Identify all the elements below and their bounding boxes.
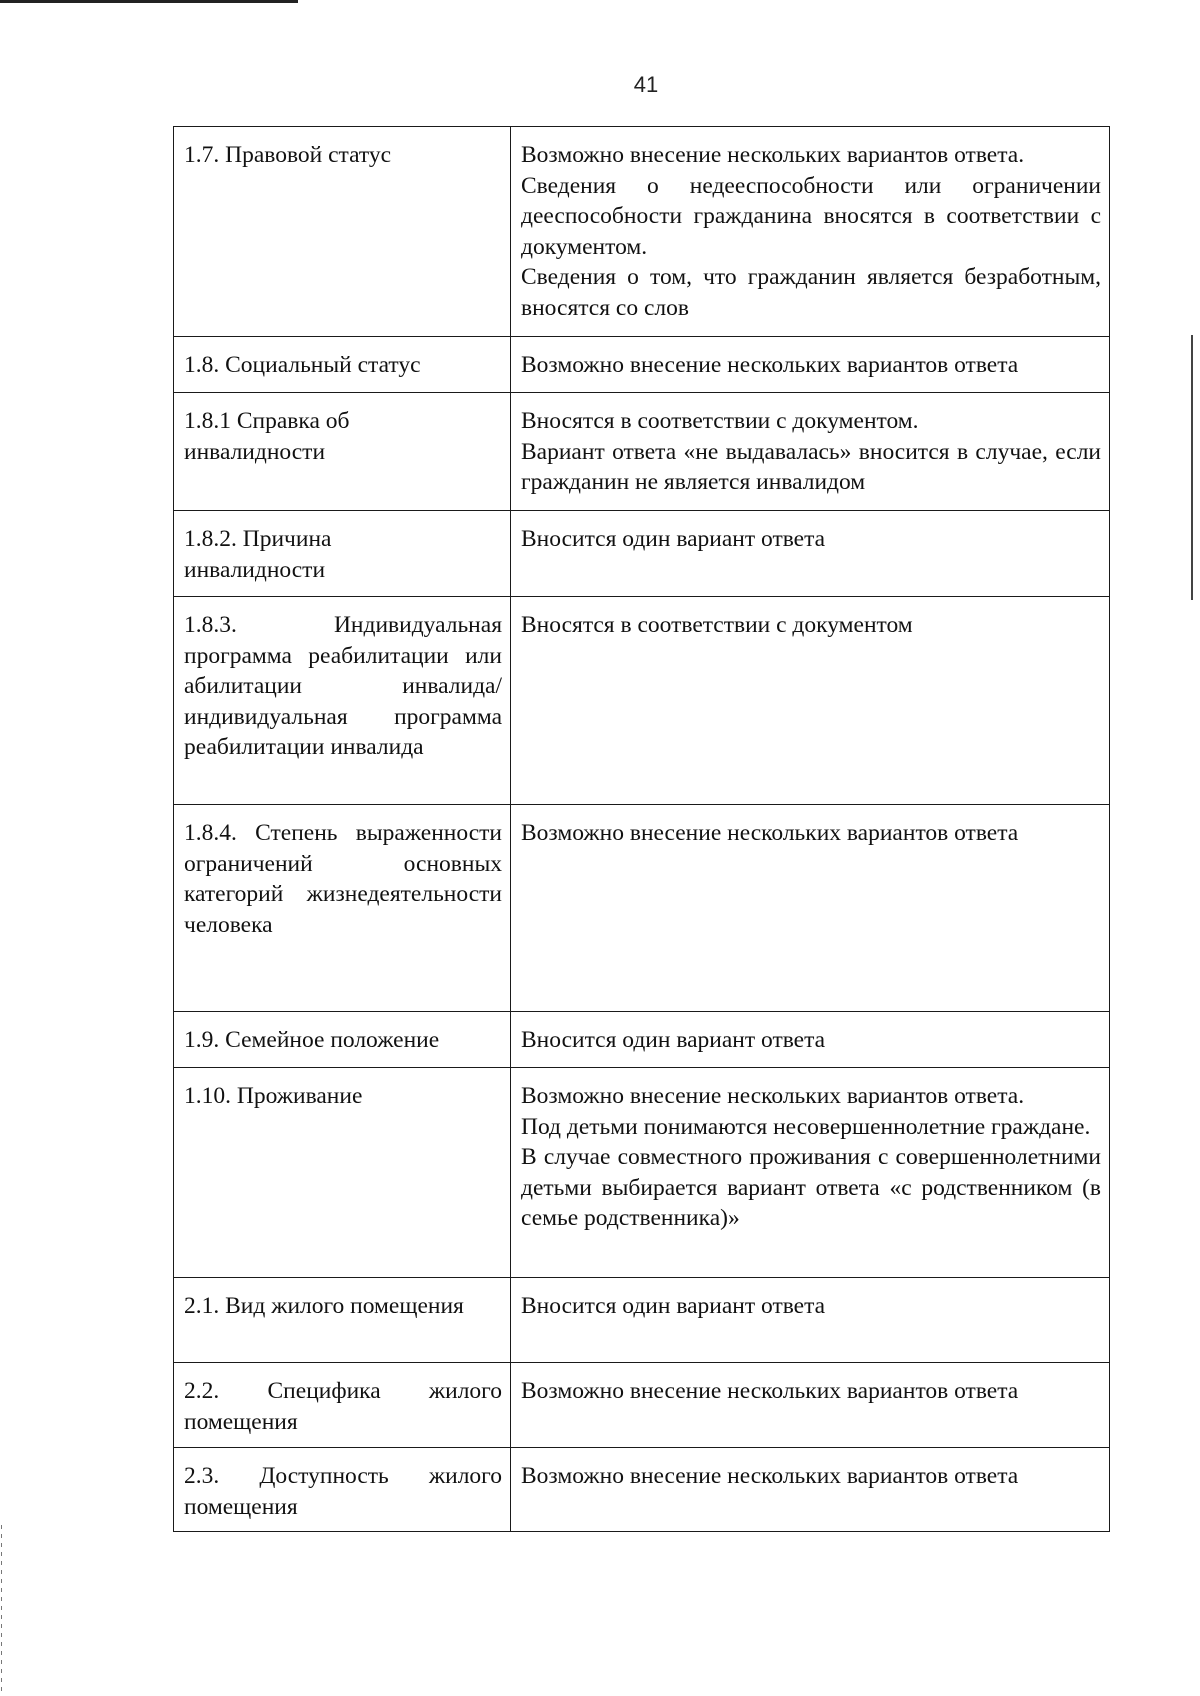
field-name-cell: 2.2. Специфика жилого помещения (174, 1363, 511, 1448)
field-name-cell: 2.3. Доступность жилого помещения (174, 1448, 511, 1532)
field-name-cell: 1.7. Правовой статус (174, 127, 511, 337)
instructions-table (173, 126, 1110, 1532)
field-name-cell: 1.8.3. Индивидуальная программа реабилитации или абилитации инвалида/ индивидуальная программа реабилитации инвалида (174, 597, 511, 805)
top-rule (0, 0, 298, 3)
instruction-paragraph: Вариант ответа «не выдавалась» вносится в случае, если гражданин не является инвалидом (521, 438, 1101, 495)
instruction-cell (511, 1363, 1110, 1448)
table-row (174, 1278, 1110, 1363)
page-number: 41 (633, 72, 659, 97)
scan-edge-ticks (1, 1525, 2, 1696)
instruction-paragraph: Возможно внесение нескольких вариантов ответа. (521, 142, 1025, 168)
instruction-cell (511, 127, 1110, 337)
instruction-paragraph: Сведения о том, что гражданин является безработным, вносятся со слов (521, 264, 1101, 321)
table-row (174, 1012, 1110, 1068)
field-name-cell (174, 511, 511, 597)
table-row (174, 127, 1110, 337)
table-row (174, 805, 1110, 1012)
instruction-paragraph: Вносится один вариант ответа (521, 1027, 826, 1053)
instruction-paragraph: Возможно внесение нескольких вариантов ответа (521, 1463, 1019, 1489)
table-row (174, 1448, 1110, 1532)
field-name-cell (174, 393, 511, 511)
instruction-paragraph: В случае совместного проживания с совершеннолетними детьми выбирается вариант ответа «с родственником (в семье родственника)» (521, 1144, 1101, 1231)
instruction-cell (511, 805, 1110, 1012)
instruction-cell (511, 1278, 1110, 1363)
instruction-paragraph: Вносится один вариант ответа (521, 1293, 826, 1319)
table-row (174, 393, 1110, 511)
table-row (174, 337, 1110, 393)
instruction-cell (511, 393, 1110, 511)
field-name-cell: 1.9. Семейное положение (174, 1012, 511, 1068)
instruction-cell (511, 511, 1110, 597)
scan-margin-mark (1191, 335, 1193, 600)
field-name-cell: 1.10. Проживание (174, 1068, 511, 1278)
table-row (174, 511, 1110, 597)
instruction-cell (511, 1448, 1110, 1532)
instruction-paragraph: Под детьми понимаются несовершеннолетние граждане. (521, 1113, 1091, 1140)
instruction-cell (511, 1012, 1110, 1068)
instruction-paragraph: Возможно внесение нескольких вариантов ответа (521, 352, 1019, 378)
field-name-text: 1.8.2. Причина инвалидности (184, 526, 332, 583)
instruction-cell (511, 597, 1110, 805)
field-name-cell: 2.1. Вид жилого помещения (174, 1278, 511, 1363)
instruction-paragraph: Сведения о недееспособности или ограничении дееспособности гражданина вносятся в соответствии с документом. (521, 172, 1101, 260)
table-row (174, 1068, 1110, 1278)
table-row (174, 1363, 1110, 1448)
instruction-paragraph: Вносятся в соответствии с документом. (521, 408, 919, 434)
instruction-paragraph: Возможно внесение нескольких вариантов ответа (521, 820, 1019, 846)
instruction-paragraph: Возможно внесение нескольких вариантов ответа (521, 1378, 1019, 1404)
instruction-paragraph: Вносится один вариант ответа (521, 526, 826, 552)
instruction-paragraph: Вносятся в соответствии с документом (521, 612, 913, 638)
table-row (174, 597, 1110, 805)
instruction-cell (511, 1068, 1110, 1278)
field-name-cell: 1.8. Социальный статус (174, 337, 511, 393)
field-name-cell: 1.8.4. Степень выраженности ограничений основных категорий жизнедеятельности человека (174, 805, 511, 1012)
instruction-paragraph: Возможно внесение нескольких вариантов ответа. (521, 1083, 1025, 1109)
instruction-cell (511, 337, 1110, 393)
field-name-text: 1.8.1 Справка об инвалидности (184, 408, 350, 465)
